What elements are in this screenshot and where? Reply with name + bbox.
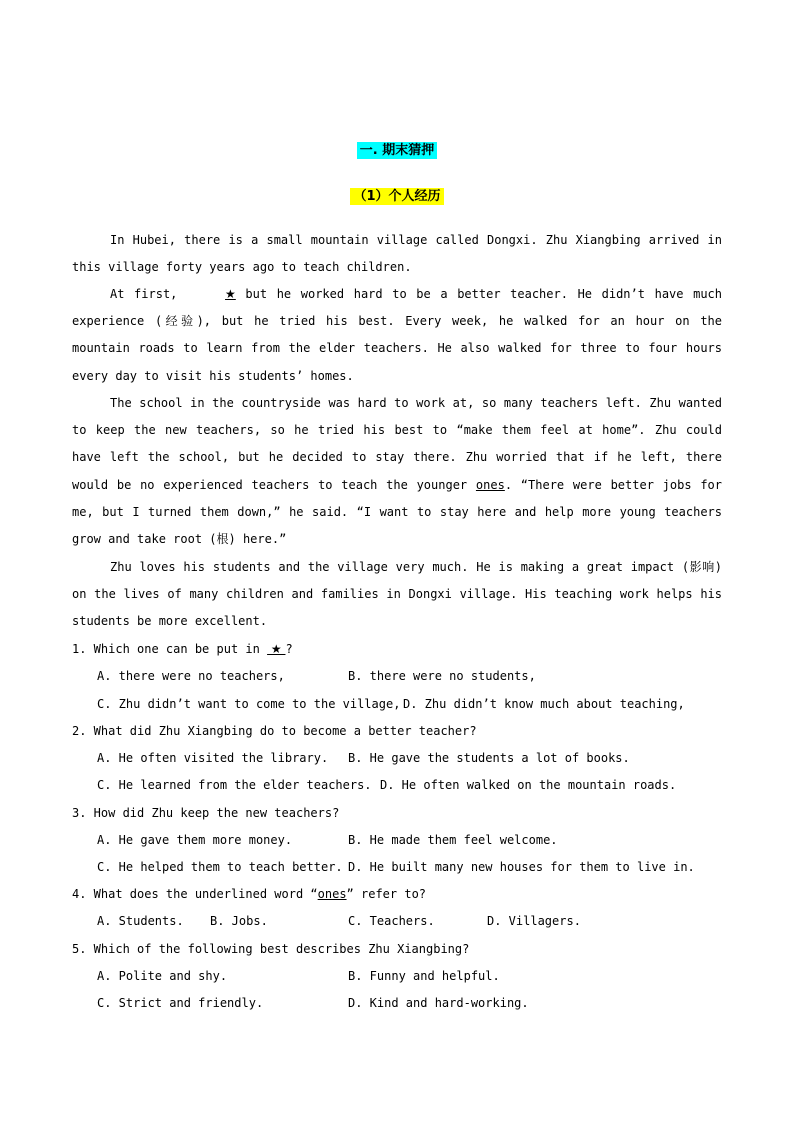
question-stem: 4. What does the underlined word “ones” refer to? xyxy=(72,887,427,901)
option-c: C. He learned from the elder teachers. xyxy=(97,778,372,792)
option-b: B. Funny and helpful. xyxy=(348,969,500,983)
option-c: C. Strict and friendly. xyxy=(97,996,264,1010)
option-c: C. Teachers. xyxy=(348,914,435,928)
option-a: A. Students. xyxy=(97,914,184,928)
option-b: B. He gave the students a lot of books. xyxy=(348,751,630,765)
subsection-title: （1）个人经历 xyxy=(350,188,443,205)
passage-paragraph-4: Zhu loves his students and the village very much. He is making a great impact (影响) on the lives of many children and families in Dongxi village. His teaching work helps his students be more excellent. xyxy=(72,560,722,629)
option-a: A. there were no teachers, xyxy=(97,669,285,683)
passage-text: At first, xyxy=(110,287,188,301)
question-stem: 1. Which one can be put in ★ ? xyxy=(72,642,293,656)
passage-text: but he worked hard to be a better teacher. He didn’t have much experience (经验), but he tried his best. Every week, he walked for an hour on the mountain roads to learn from the elder teachers. He also walked for three to four hours every day to visit his students’ homes. xyxy=(72,287,722,383)
star-blank: ★ xyxy=(225,287,236,301)
subsection-title-line xyxy=(0,185,794,204)
question-stem: 2. What did Zhu Xiangbing do to become a better teacher? xyxy=(72,724,477,738)
option-d: D. Kind and hard-working. xyxy=(348,996,529,1010)
passage-text: The school in the countryside was hard to work at, so many teachers left. Zhu wanted to keep the new teachers, so he tried his best to “make them feel at home”. Zhu could have left the school, but he decided to stay there. Zhu worried that if he left, there would be no experienced teachers to teach the younger xyxy=(72,396,722,492)
option-d: D. Zhu didn’t know much about teaching, xyxy=(403,697,685,711)
question-stem: 5. Which of the following best describes Zhu Xiangbing? xyxy=(72,942,470,956)
option-b: B. He made them feel welcome. xyxy=(348,833,558,847)
star-blank: ★ xyxy=(267,642,286,656)
option-a: A. He often visited the library. xyxy=(97,751,329,765)
option-c: C. He helped them to teach better. xyxy=(97,860,343,874)
passage-paragraph-2 xyxy=(72,281,722,390)
passage-text: . “There were better jobs for me, but I turned them down,” he said. “I want to stay here and help more young teachers grow and take root (根) here.” xyxy=(72,477,722,547)
passage-paragraph-1: In Hubei, there is a small mountain village called Dongxi. Zhu Xiangbing arrived in this village forty years ago to teach children. xyxy=(72,233,722,275)
option-b: B. there were no students, xyxy=(348,669,536,683)
underlined-word: ones xyxy=(317,887,347,901)
question-stem: 3. How did Zhu keep the new teachers? xyxy=(72,806,340,820)
option-d: D. He built many new houses for them to live in. xyxy=(348,860,695,874)
option-c: C. Zhu didn’t want to come to the village, xyxy=(97,697,401,711)
option-a: A. Polite and shy. xyxy=(97,969,228,983)
option-d: D. Villagers. xyxy=(487,914,581,928)
option-d: D. He often walked on the mountain roads. xyxy=(380,778,677,792)
section-title-line xyxy=(0,139,794,158)
section-title: 一. 期末猜押 xyxy=(357,142,437,159)
option-b: B. Jobs. xyxy=(210,914,268,928)
underlined-word: ones xyxy=(475,477,505,492)
passage-paragraph-3 xyxy=(72,390,722,553)
option-a: A. He gave them more money. xyxy=(97,833,293,847)
